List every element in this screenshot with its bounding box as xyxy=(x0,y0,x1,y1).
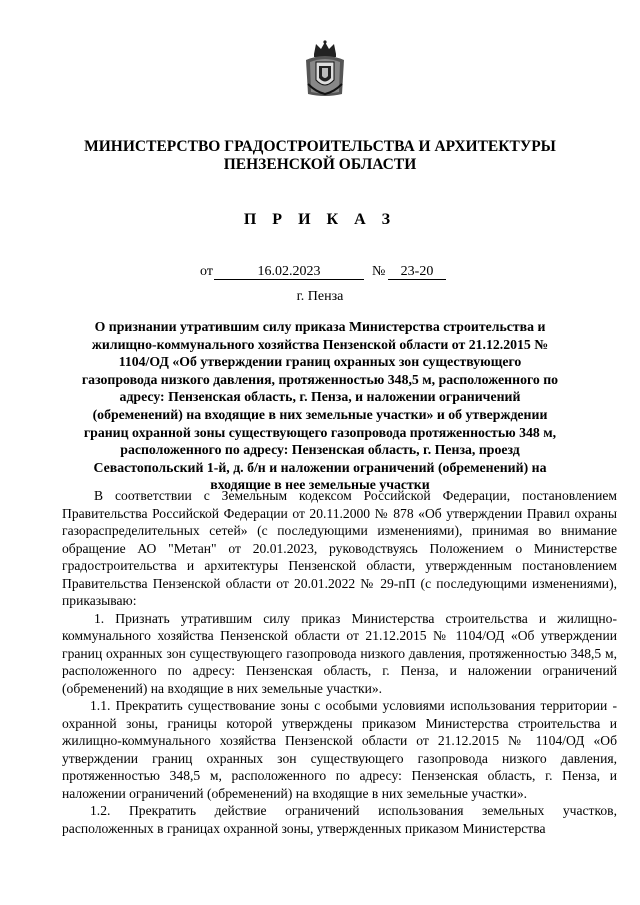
city: г. Пенза xyxy=(296,289,344,304)
paragraph-preamble: В соответствии с Земельным кодексом Российской Федерации, постановлением Правительства Российской Федерации от 20.11.2000 № 878 «Об утверждении Правил охраны газораспределительных сетей» (с последующими изменениями), принимая во внимание обращение АО "Метан" от 20.01.2023, руководствуясь Положением о Министерстве градостроительства и архитектуры Пензенской области, утвержденным постановлением Правительства Пензенской области от 20.01.2022 № 29-пП (с последующими изменениями), приказываю: xyxy=(62,488,617,608)
ministry-name-line1: МИНИСТЕРСТВО ГРАДОСТРОИТЕЛЬСТВА И АРХИТЕКТУРЫ xyxy=(84,138,556,155)
paragraph-1-1: 1.1. Прекратить существование зоны с особыми условиями использования территории - охранной зоны, границы которой утверждены приказом Министерства строительства и жилищно-коммунального хозяйства Пензенской области от 21.12.2015 № 1104/ОД «Об утверждении границ охранных зон существующего газопровода низкого давления, протяженностью 348,5 м, расположенного по адресу: Пензенская область, г. Пенза, и наложении ограничений (обременений) на входящие в них земельные участки». xyxy=(62,698,617,801)
paragraph-1: 1. Признать утратившим силу приказ Министерства строительства и жилищно-коммунального хозяйства Пензенской области от 21.12.2015 № 1104/ОД «Об утверждении границ охранных зон существующего газопровода низкого давления, протяженностью 348,5 м, расположенного по адресу: Пензенская область, г. Пенза, и наложении ограничений (обременений) на входящие в них земельные участки». xyxy=(62,610,617,696)
document-body xyxy=(62,487,617,837)
document-date: 16.02.2023 xyxy=(214,263,364,280)
ministry-name xyxy=(0,138,640,174)
date-label: от xyxy=(200,264,213,279)
date-number-line xyxy=(200,263,500,281)
document-number: 23-20 xyxy=(388,263,446,280)
paragraph-1-2: 1.2. Прекратить действие ограничений использования земельных участков, расположенных в границах охранной зоны, утвержденных приказом Министерства xyxy=(62,803,617,836)
ministry-name-line2: ПЕНЗЕНСКОЙ ОБЛАСТИ xyxy=(223,156,417,173)
document-title: О признании утратившим силу приказа Министерства строительства и жилищно-коммунального хозяйства Пензенской области от 21.12.2015 № 1104/ОД «Об утверждении границ охранных зон существующего газопровода низкого давления, протяженностью 348,5 м, расположенного по адресу: Пензенская область, г. Пенза, и наложении ограничений (обременений) на входящие в них земельные участки» и об утверждении границ охранной зоны существующего газопровода протяженностью 348 м, расположенного по адресу: Пензенская область, г. Пенза, проезд Севастопольский 1-й, д. б/н и наложении ограничений (обременений) на входящие в нее земельные участки xyxy=(81,319,559,493)
document-type: П Р И К А З xyxy=(243,211,397,228)
coat-of-arms-icon xyxy=(302,40,348,98)
number-label: № xyxy=(372,264,386,279)
